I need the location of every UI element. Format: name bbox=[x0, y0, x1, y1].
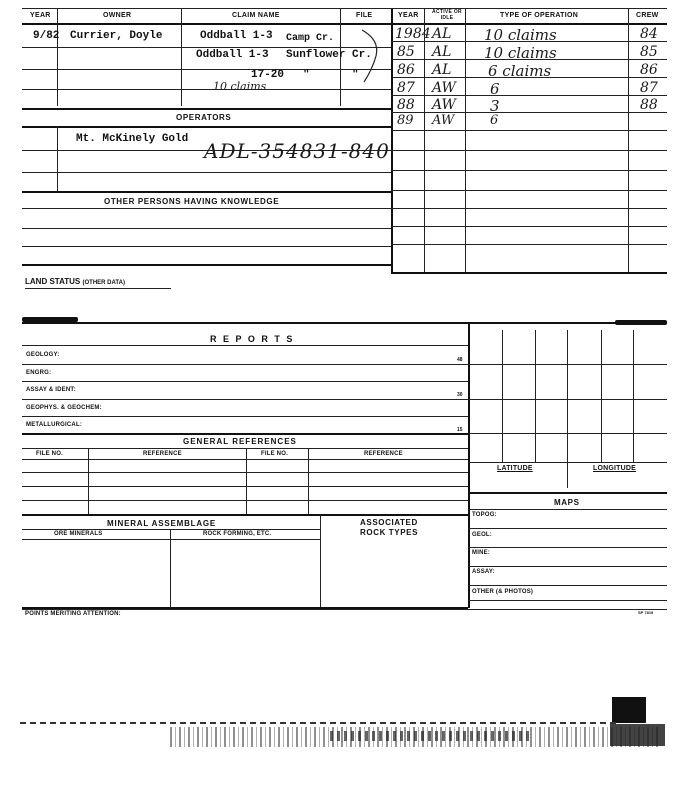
points-meriting-attention: POINTS MERITING ATTENTION: bbox=[25, 611, 121, 617]
row1-owner: Currier, Doyle bbox=[70, 30, 163, 42]
associated-label-1: ASSOCIATED bbox=[360, 518, 418, 527]
activity-header-year: YEAR bbox=[398, 12, 419, 19]
row3-ditto-2: " bbox=[352, 69, 359, 81]
activity-row5-status: AW bbox=[432, 97, 456, 113]
report-assay-num: 30 bbox=[457, 392, 463, 398]
activity-row1-crew: 84 bbox=[640, 26, 658, 42]
report-engrg: ENGRG: bbox=[26, 370, 52, 376]
activity-row2-status: AL bbox=[432, 44, 452, 60]
activity-row2-year: 85 bbox=[397, 44, 415, 60]
activity-row2-crew: 85 bbox=[640, 44, 658, 60]
row2-location: Sunflower Cr. bbox=[286, 49, 372, 61]
activity-row3-type: 6 claims bbox=[488, 62, 552, 80]
activity-row4-type: 6 bbox=[490, 80, 500, 98]
activity-row4-status: AW bbox=[432, 80, 456, 96]
activity-row4-crew: 87 bbox=[640, 80, 658, 96]
latitude-label: LATITUDE bbox=[497, 465, 533, 472]
activity-header-crew: CREW bbox=[636, 12, 659, 19]
row3-claim: 17-20 bbox=[251, 69, 285, 81]
bracket-mark bbox=[358, 26, 388, 86]
activity-row1-status: AL bbox=[432, 26, 452, 42]
activity-row5-type: 3 bbox=[490, 97, 500, 115]
report-geophys: GEOPHYS. & GEOCHEM: bbox=[26, 405, 102, 411]
row1-year: 9/82 bbox=[33, 30, 60, 42]
activity-row4-year: 87 bbox=[397, 80, 415, 96]
operator-file-number: ADL-354831-840 bbox=[204, 139, 390, 163]
operators-title: OPERATORS bbox=[176, 113, 232, 122]
report-metallurgical-num: 15 bbox=[457, 427, 463, 433]
header-file: FILE bbox=[356, 12, 373, 19]
activity-header-type: TYPE OF OPERATION bbox=[500, 12, 579, 19]
ref-header-reference-2: REFERENCE bbox=[364, 451, 403, 457]
header-claim-name: CLAIM NAME bbox=[232, 12, 280, 19]
rock-forming-label: ROCK FORMING, ETC. bbox=[203, 531, 272, 537]
maps-other: OTHER (& PHOTOS) bbox=[472, 589, 534, 595]
associated-label-2: ROCK TYPES bbox=[360, 528, 419, 537]
row1-location: Camp Cr. bbox=[286, 33, 335, 44]
activity-row5-crew: 88 bbox=[640, 97, 658, 113]
reports-title: R E P O R T S bbox=[210, 334, 295, 344]
activity-row3-year: 86 bbox=[397, 62, 415, 78]
activity-row3-crew: 86 bbox=[640, 62, 658, 78]
report-metallurgical: METALLURGICAL: bbox=[26, 422, 83, 428]
operator-name: Mt. McKinely Gold bbox=[76, 133, 189, 145]
row1-claim: Oddball 1-3 bbox=[200, 30, 273, 42]
header-year: YEAR bbox=[30, 12, 51, 19]
report-geology: GEOLOGY: bbox=[26, 352, 60, 358]
ore-minerals-label: ORE MINERALS bbox=[54, 531, 103, 537]
report-geology-num: 48 bbox=[457, 357, 463, 363]
maps-topog: TOPOG: bbox=[472, 512, 497, 518]
longitude-label: LONGITUDE bbox=[593, 465, 637, 472]
row4-claims-note: 10 claims bbox=[213, 80, 267, 93]
general-references-title: GENERAL REFERENCES bbox=[183, 437, 297, 446]
activity-header-active-idle: ACTIVE OR IDLE bbox=[432, 9, 462, 21]
form-code: SP 7819 bbox=[638, 610, 654, 615]
activity-row2-type: 10 claims bbox=[484, 44, 557, 62]
other-persons-title: OTHER PERSONS HAVING KNOWLEDGE bbox=[104, 197, 280, 206]
land-status-label: LAND STATUS (OTHER DATA) bbox=[25, 277, 125, 286]
maps-geol: GEOL: bbox=[472, 532, 492, 538]
activity-row1-year: 1984 bbox=[395, 26, 431, 42]
activity-row1-type: 10 claims bbox=[484, 26, 557, 44]
ref-header-reference-1: REFERENCE bbox=[143, 451, 182, 457]
activity-row3-status: AL bbox=[432, 62, 452, 78]
ref-header-file-no-2: FILE NO. bbox=[261, 451, 288, 457]
report-assay: ASSAY & IDENT: bbox=[26, 387, 76, 393]
row2-claim: Oddball 1-3 bbox=[196, 49, 269, 61]
maps-title: MAPS bbox=[554, 498, 580, 507]
maps-assay: ASSAY: bbox=[472, 569, 495, 575]
header-owner: OWNER bbox=[103, 12, 132, 19]
maps-mine: MINE: bbox=[472, 550, 490, 556]
activity-row6-year: 89 bbox=[397, 113, 414, 128]
activity-row6-status: AW bbox=[432, 113, 455, 128]
ref-header-file-no-1: FILE NO. bbox=[36, 451, 63, 457]
activity-row5-year: 88 bbox=[397, 97, 415, 113]
row3-ditto: " bbox=[303, 69, 310, 81]
mineral-title: MINERAL ASSEMBLAGE bbox=[107, 519, 217, 528]
activity-row6-type: 6 bbox=[490, 113, 499, 128]
